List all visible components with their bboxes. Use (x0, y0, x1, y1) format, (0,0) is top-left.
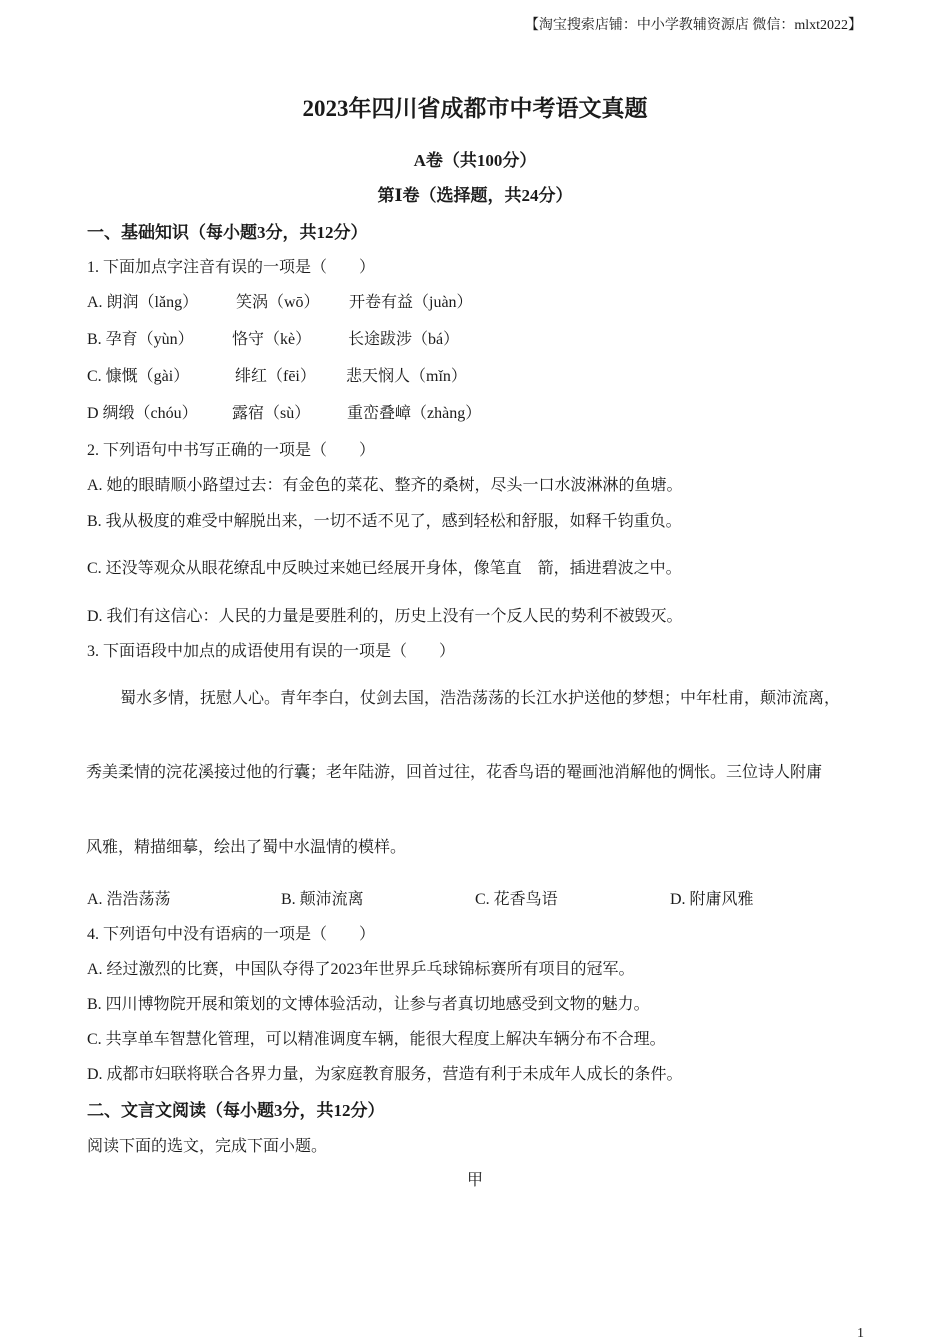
q1-option-c-item-2: 绯红（fēi） (235, 368, 316, 385)
q3-option-c: C. 花香鸟语 (475, 891, 558, 908)
q3-passage-line-2: 秀美柔情的浣花溪接过他的行囊；老年陆游，回首过往，花香鸟语的罨画池消解他的惆怅。三位诗人附庸 (86, 762, 823, 781)
q3-passage-line-3: 风雅，精描细摹，绘出了蜀中水温情的模样。 (86, 837, 407, 856)
q3-option-d: D. 附庸风雅 (670, 891, 754, 908)
q1-option-d-item-2: 露宿（sù） (232, 405, 311, 422)
q1-option-d-item-3: 重峦叠嶂（zhàng） (347, 405, 482, 422)
q1-option-b-item-1: B. 孕育（yùn） (87, 331, 194, 348)
reading-instruction: 阅读下面的选文，完成下面小题。 (87, 1138, 328, 1155)
q2-option-d: D. 我们有这信心：人民的力量是要胜利的，历史上没有一个反人民的势利不被毁灭。 (87, 608, 683, 625)
q2-option-c: C. 还没等观众从眼花缭乱中反映过来她已经展开身体，像笔直 箭，插进碧波之中。 (87, 560, 682, 577)
question-3-stem: 3. 下面语段中加点的成语使用有误的一项是（ ） (87, 643, 456, 660)
page-title: 2023年四川省成都市中考语文真题 (302, 96, 648, 121)
subtitle-volume-a: A卷（共100分） (413, 151, 537, 170)
question-1-stem: 1. 下面加点字注音有误的一项是（ ） (87, 259, 376, 276)
q2-option-b: B. 我从极度的难受中解脱出来，一切不适不见了，感到轻松和舒服，如释千钧重负。 (87, 513, 682, 530)
header-note: 【淘宝搜索店铺：中小学教辅资源店 微信：mlxt2022】 (524, 18, 862, 33)
q1-option-a-item-3: 开卷有益（juàn） (349, 294, 473, 311)
q2-option-a: A. 她的眼睛顺小路望过去：有金色的菜花、整齐的桑树，尽头一口水波淋淋的鱼塘。 (87, 477, 683, 494)
page-number: 1 (857, 1326, 864, 1341)
passage-label-jia: 甲 (466, 1172, 483, 1189)
subtitle-part-one: 第Ⅰ卷（选择题，共24分） (377, 186, 573, 205)
q4-option-b: B. 四川博物院开展和策划的文博体验活动，让参与者真切地感受到文物的魅力。 (87, 996, 650, 1013)
q4-option-c: C. 共享单车智慧化管理，可以精准调度车辆，能很大程度上解决车辆分布不合理。 (87, 1031, 666, 1048)
question-2-stem: 2. 下列语句中书写正确的一项是（ ） (87, 442, 376, 459)
q1-option-b-item-3: 长途跋涉（bá） (348, 331, 460, 348)
question-4-stem: 4. 下列语句中没有语病的一项是（ ） (87, 926, 376, 943)
q4-option-a: A. 经过激烈的比赛，中国队夺得了2023年世界乒乓球锦标赛所有项目的冠军。 (87, 961, 635, 978)
q1-option-d-item-1: D 绸缎（chóu） (87, 405, 198, 422)
q1-option-a-item-1: A. 朗润（lǎng） (87, 294, 199, 311)
q1-option-a-item-2: 笑涡（wō） (236, 294, 320, 311)
q1-option-c-item-3: 悲天悯人（mǐn） (346, 368, 467, 385)
section-heading-basic-knowledge: 一、基础知识（每小题3分，共12分） (87, 223, 368, 242)
q1-option-c-item-1: C. 慷慨（gài） (87, 368, 190, 385)
q3-option-b: B. 颠沛流离 (281, 891, 364, 908)
q1-option-b-item-2: 恪守（kè） (232, 331, 312, 348)
q4-option-d: D. 成都市妇联将联合各界力量，为家庭教育服务，营造有利于未成年人成长的条件。 (87, 1066, 683, 1083)
section-heading-classical-reading: 二、文言文阅读（每小题3分，共12分） (87, 1101, 385, 1120)
q3-passage-line-1: 蜀水多情，抚慰人心。青年李白，仗剑去国，浩浩荡荡的长江水护送他的梦想；中年杜甫，颠沛流离， (120, 688, 841, 707)
q3-option-a: A. 浩浩荡荡 (87, 891, 171, 908)
